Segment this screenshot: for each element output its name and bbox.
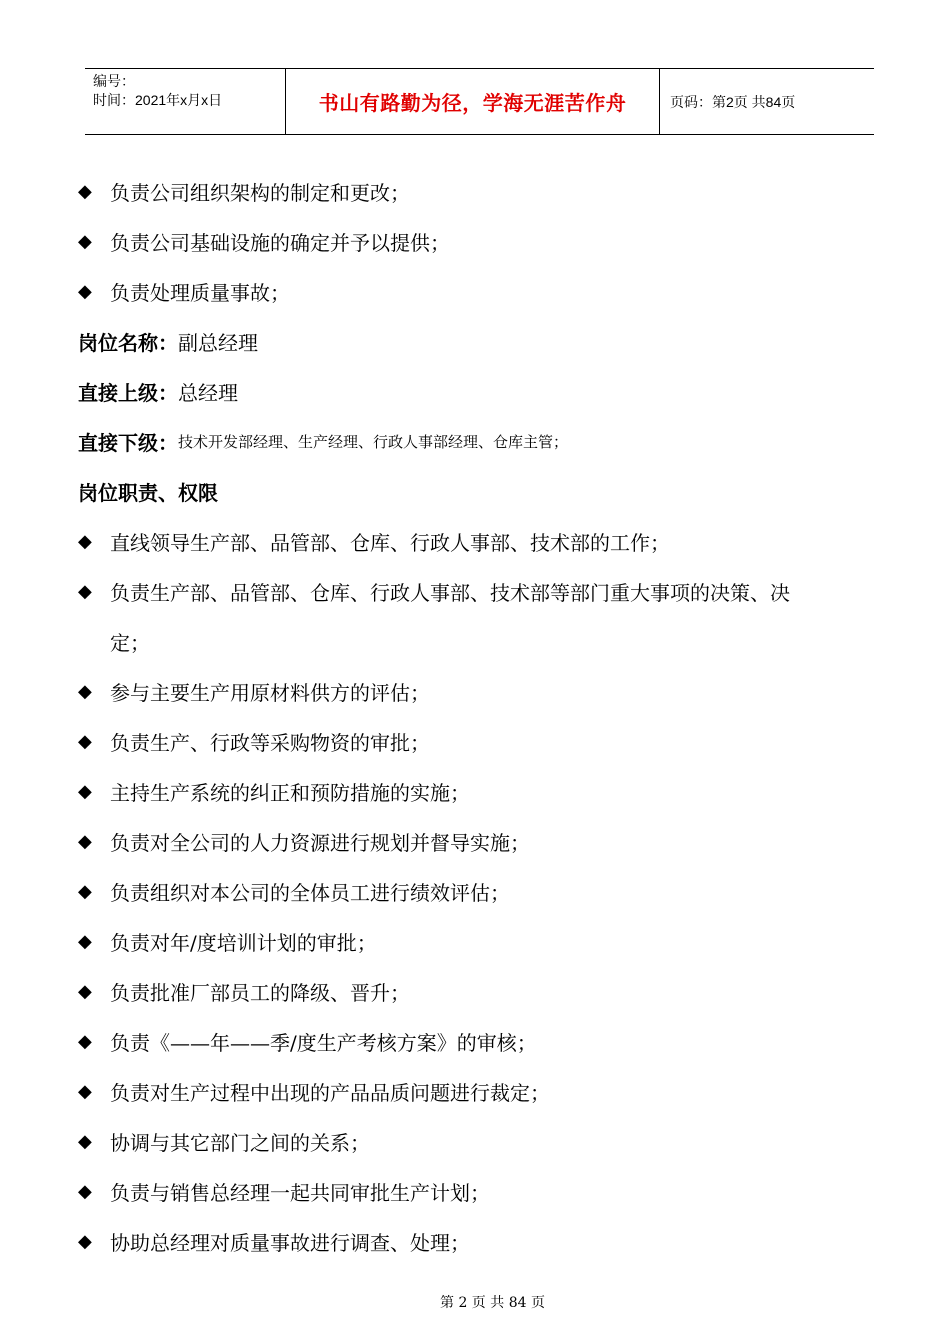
diamond-bullet-icon: ◆	[78, 180, 92, 202]
diamond-bullet-icon: ◆	[78, 780, 92, 802]
document-number: 编号：	[93, 73, 135, 89]
diamond-bullet-icon: ◆	[78, 680, 92, 702]
position-name-value: 副总经理	[178, 330, 258, 355]
list-item: ◆ 负责生产、行政等采购物资的审批；	[78, 730, 430, 755]
list-item: ◆ 协调与其它部门之间的关系；	[78, 1130, 370, 1155]
list-item: ◆ 协助总经理对质量事故进行调查、处理；	[78, 1230, 470, 1255]
header-motto: 书山有路勤为径，学海无涯苦作舟	[285, 69, 660, 134]
list-item: ◆ 负责组织对本公司的全体员工进行绩效评估；	[78, 880, 510, 905]
list-item: ◆ 负责批准厂部员工的降级、晋升；	[78, 980, 410, 1005]
diamond-bullet-icon: ◆	[78, 530, 92, 552]
list-item: ◆ 负责《——年——季/度生产考核方案》的审核；	[78, 1030, 537, 1055]
direct-subordinate-value: 技术开发部经理、生产经理、行政人事部经理、仓库主管；	[178, 432, 569, 451]
diamond-bullet-icon: ◆	[78, 730, 92, 752]
list-item: ◆ 参与主要生产用原材料供方的评估；	[78, 680, 430, 705]
duties-heading: 岗位职责、权限	[78, 480, 218, 505]
diamond-bullet-icon: ◆	[78, 280, 92, 302]
diamond-bullet-icon: ◆	[78, 1080, 92, 1102]
list-item: ◆ 负责公司组织架构的制定和更改；	[78, 180, 410, 205]
position-name-label: 岗位名称：	[78, 330, 178, 355]
diamond-bullet-icon: ◆	[78, 1230, 92, 1252]
position-name-row	[78, 316, 888, 366]
direct-subordinate-row	[78, 416, 888, 466]
duties-heading-row	[78, 466, 888, 516]
list-item: ◆ 负责处理质量事故；	[78, 280, 290, 305]
diamond-bullet-icon: ◆	[78, 930, 92, 952]
diamond-bullet-icon: ◆	[78, 880, 92, 902]
diamond-bullet-icon: ◆	[78, 230, 92, 252]
document-body	[78, 166, 888, 1266]
direct-superior-value: 总经理	[178, 380, 238, 405]
direct-subordinate-label: 直接下级：	[78, 430, 178, 455]
header-meta	[85, 69, 285, 134]
list-item: ◆ 直线领导生产部、品管部、仓库、行政人事部、技术部的工作；	[78, 530, 670, 555]
list-item: ◆ 主持生产系统的纠正和预防措施的实施；	[78, 780, 470, 805]
direct-superior-row	[78, 366, 888, 416]
page-footer: 第 2 页 共 84 页	[440, 1295, 545, 1311]
list-item-continuation: 定；	[110, 630, 150, 655]
list-item: ◆ 负责对年/度培训计划的审批；	[78, 930, 377, 955]
list-item: ◆ 负责公司基础设施的确定并予以提供；	[78, 230, 450, 255]
list-item: ◆ 负责对生产过程中出现的产品品质问题进行裁定；	[78, 1080, 550, 1105]
direct-superior-label: 直接上级：	[78, 380, 178, 405]
diamond-bullet-icon: ◆	[78, 980, 92, 1002]
diamond-bullet-icon: ◆	[78, 580, 92, 602]
page-header	[85, 68, 874, 135]
diamond-bullet-icon: ◆	[78, 830, 92, 852]
list-item: ◆ 负责与销售总经理一起共同审批生产计划；	[78, 1180, 490, 1205]
diamond-bullet-icon: ◆	[78, 1180, 92, 1202]
document-time: 时间：2021年x月x日	[93, 92, 223, 108]
list-item: ◆ 负责对全公司的人力资源进行规划并督导实施；	[78, 830, 530, 855]
header-page-number: 页码：第2页 共84页	[670, 93, 796, 110]
list-item: ◆ 负责生产部、品管部、仓库、行政人事部、技术部等部门重大事项的决策、决	[78, 580, 790, 605]
diamond-bullet-icon: ◆	[78, 1130, 92, 1152]
diamond-bullet-icon: ◆	[78, 1030, 92, 1052]
